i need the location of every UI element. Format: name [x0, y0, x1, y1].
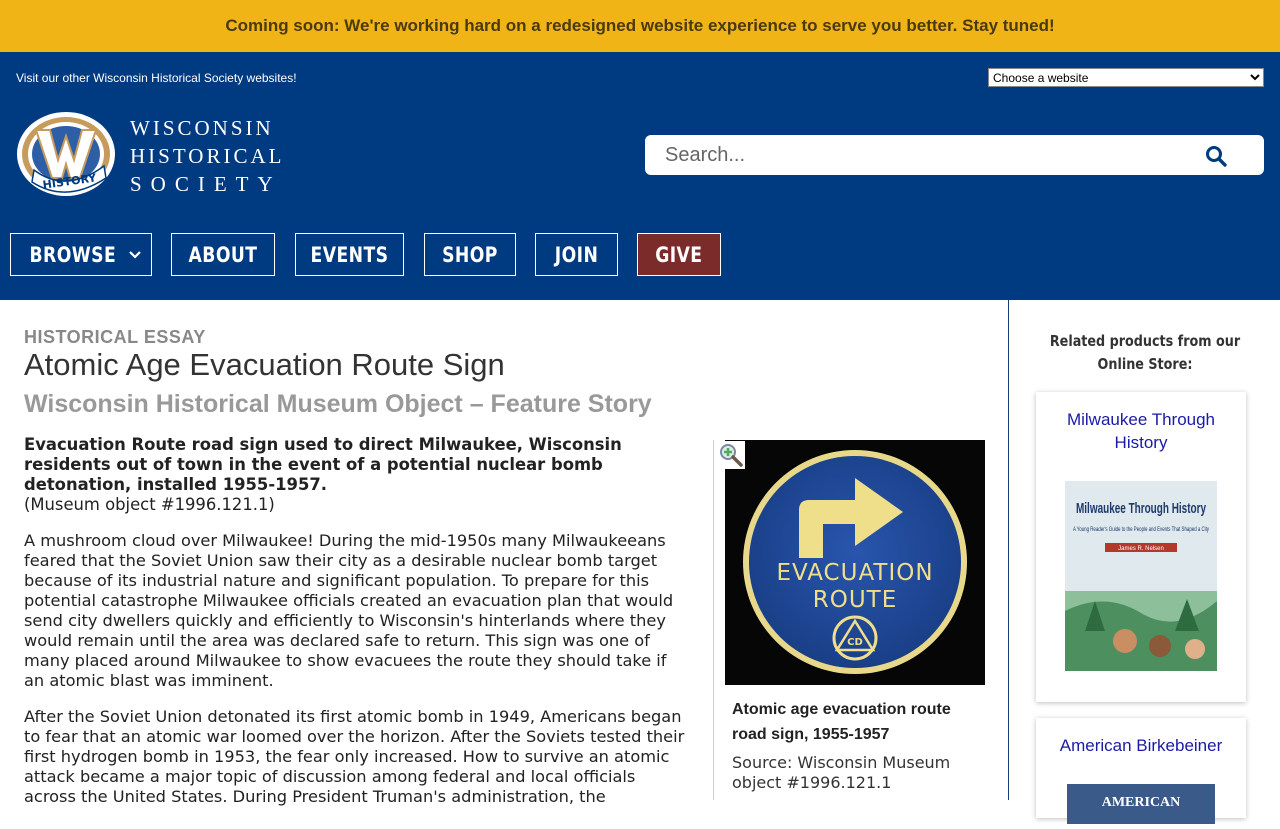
book-cover-picture — [1065, 481, 1217, 671]
nav-about-label: ABOUT — [188, 242, 258, 267]
nav-shop-label: SHOP — [442, 242, 498, 267]
nav-events[interactable] — [295, 233, 404, 276]
sign-line-2: ROUTE — [812, 587, 898, 613]
logo-line-1: WISCONSIN — [130, 116, 274, 140]
nav-shop[interactable] — [424, 233, 516, 276]
figure-source: Source: Wisconsin Museum object #1996.121.1 — [732, 753, 951, 792]
site-logo[interactable] — [14, 108, 304, 198]
article-eyebrow: HISTORICAL ESSAY — [24, 327, 206, 347]
evacuation-sign-picture — [725, 440, 985, 685]
search-bar — [645, 135, 1264, 175]
logo-wordmark — [130, 114, 284, 198]
product-link[interactable]: American Birkebeiner — [1059, 736, 1223, 755]
nav-events-label: EVENTS — [310, 242, 389, 267]
article-main — [0, 300, 1008, 806]
website-select[interactable] — [988, 68, 1264, 87]
book-cover-image[interactable] — [1067, 784, 1215, 824]
article-lead: Evacuation Route road sign used to direct Milwaukee, Wisconsin residents out of town in the event of a potential nuclear bomb detonation, installed 1955-1957. — [24, 435, 622, 494]
chevron-down-icon — [128, 250, 142, 260]
product-link[interactable]: Milwaukee Through History — [1066, 410, 1216, 452]
museum-object-number: (Museum object #1996.121.1) — [24, 495, 275, 514]
nav-browse[interactable] — [10, 233, 152, 276]
sign-line-1: EVACUATION — [776, 560, 934, 586]
sidebar-heading-text: Related products from our Online Store: — [1049, 332, 1241, 373]
article-paragraph: After the Soviet Union detonated its first atomic bomb in 1949, Americans began to fear that an atomic war loomed over the horizon. After the Soviets tested their first hydrogen bomb in 1953, the fear only increased. How to survive an atomic attack became a major topic of discussion among federal and local officials across the United States. During President Truman's administration, the — [24, 707, 685, 806]
sign-cd-badge: CD — [847, 637, 863, 648]
product-card[interactable] — [1036, 718, 1246, 818]
article-figure — [713, 440, 985, 800]
evacuation-sign-image[interactable] — [725, 440, 985, 685]
zoom-in-icon[interactable] — [717, 441, 745, 469]
nav-give-label: GIVE — [655, 242, 703, 267]
book-cover-title: AMERICAN — [1101, 795, 1181, 810]
article-paragraph: A mushroom cloud over Milwaukee! During the mid-1950s many Milwaukeeans feared that the Soviet Union saw their city as a desirable nuclear bomb target because of its industrial nature and significant population. To prepare for this potential catastrophe Milwaukee officials created an evacuation plan that would send city dwellers quickly and efficiently to Wisconsin's hinterlands where they would remain until the area was declared safe to return. This sign was one of many placed around Milwaukee to show evacuees the route they should take if an atomic blast was imminent. — [24, 531, 674, 690]
product-card[interactable] — [1036, 392, 1246, 702]
related-products-sidebar — [1008, 300, 1280, 810]
page-title: Atomic Age Evacuation Route Sign — [24, 347, 505, 382]
book-cover-image[interactable] — [1065, 481, 1217, 671]
page-subtitle: Wisconsin Historical Museum Object – Feature Story — [24, 390, 652, 418]
search-input[interactable] — [645, 137, 1185, 173]
book-cover-author: James R. Nelsen — [1118, 546, 1164, 552]
nav-browse-label: BROWSE — [29, 242, 117, 267]
site-header — [0, 52, 1280, 300]
logo-line-3: SOCIETY — [130, 172, 282, 196]
w-shield-icon — [14, 108, 124, 200]
nav-about[interactable] — [171, 233, 275, 276]
other-sites-label: Visit our other Wisconsin Historical Society websites! — [16, 71, 297, 85]
nav-join-label: JOIN — [554, 242, 599, 267]
book-cover-title: Milwaukee Through History — [1076, 500, 1207, 517]
nav-give[interactable] — [637, 233, 721, 276]
sidebar-heading — [1029, 330, 1261, 376]
logo-line-2: HISTORICAL — [130, 144, 285, 168]
logo-badge-text: HISTORY — [41, 171, 98, 192]
figure-caption: Atomic age evacuation route road sign, 1955-1957 — [732, 701, 951, 743]
book-cover-subtitle: A Young Reader's Guide to the People and Events That Shaped a City — [1073, 527, 1209, 533]
search-icon[interactable] — [1204, 144, 1228, 168]
banner-text: Coming soon: We're working hard on a redesigned website experience to serve you better. Stay tuned! — [225, 16, 1055, 35]
announcement-banner — [0, 0, 1280, 52]
book-cover-picture — [1067, 784, 1215, 824]
nav-join[interactable] — [535, 233, 618, 276]
